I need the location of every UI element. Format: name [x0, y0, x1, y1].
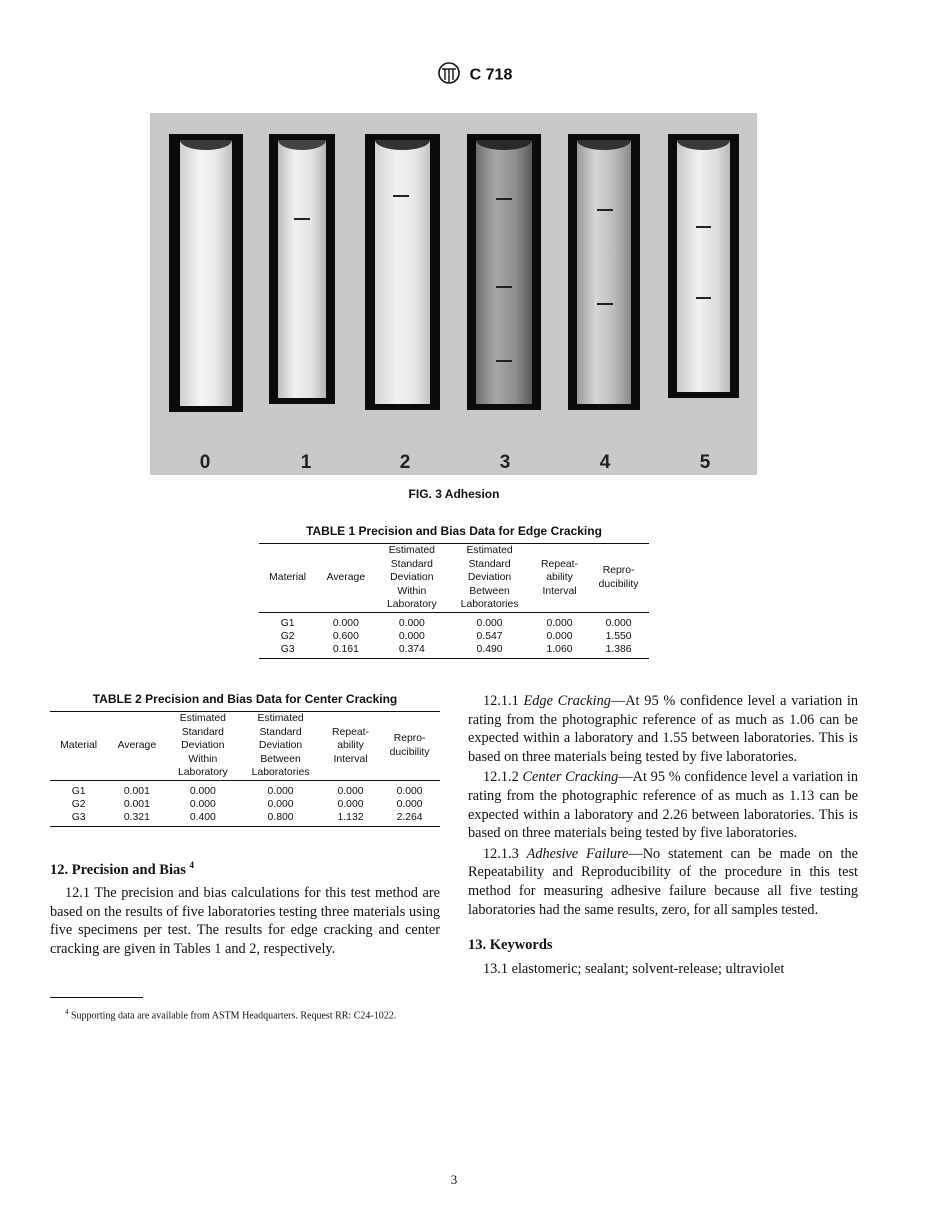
- column-header-line: Deviation: [181, 740, 225, 751]
- column-header-line: Deviation: [390, 572, 434, 583]
- keywords-paragraph: 13.1 elastomeric; sealant; solvent-release; ultraviolet: [483, 961, 785, 978]
- astm-logo-icon: [438, 62, 460, 89]
- page-number: 3: [450, 1172, 458, 1187]
- term: Center Cracking: [522, 769, 619, 786]
- table-cell: 0.000: [398, 617, 425, 629]
- table-header-row: [259, 544, 649, 613]
- column-header-line: Repeat-: [332, 726, 369, 738]
- paragraph-12-1: 12.1 The precision and bias calculations for this test method are based on the results of five laboratories testing three materials using five specimens per test. The results for edge cracking and center cracking are given in Tables 1 and 2, respectively.: [50, 885, 440, 957]
- section-title: 12. Precision and Bias: [50, 861, 186, 878]
- paragraph-12-1-2: [468, 768, 858, 842]
- table-cell: G3: [50, 811, 107, 827]
- section12-heading: [50, 860, 194, 879]
- footnote-text: Supporting data are available from ASTM Headquarters. Request RR: C24-1022.: [71, 1010, 397, 1022]
- specimen-2: [365, 134, 440, 410]
- column-header: [588, 544, 649, 613]
- specimen-label: 1: [300, 452, 312, 473]
- table-cell: 0.000: [337, 798, 364, 810]
- specimen-label: 2: [399, 452, 411, 473]
- table-row: [259, 643, 649, 659]
- specimen-4: [568, 134, 640, 410]
- column-header-line: Material: [60, 740, 98, 751]
- table1: [259, 543, 649, 659]
- table-row: [259, 630, 649, 643]
- column-header-line: Laboratories: [460, 599, 519, 610]
- column-header-line: Estimated: [466, 545, 513, 556]
- column-header: [531, 544, 588, 613]
- table-cell: 0.490: [448, 643, 531, 659]
- table-cell: G1: [280, 617, 295, 629]
- column-header-line: Interval: [333, 753, 368, 765]
- table2-block: [50, 692, 440, 827]
- specimen-label: 4: [599, 452, 611, 473]
- column-header: [316, 544, 375, 613]
- column-header-line: Deviation: [467, 572, 512, 583]
- column-header-line: Deviation: [258, 740, 303, 751]
- table-cell: 0.000: [546, 617, 573, 629]
- column-header: [107, 712, 166, 781]
- table-cell: 0.000: [267, 798, 294, 810]
- right-column: [468, 692, 858, 979]
- table-cell: 0.000: [396, 785, 423, 797]
- table-cell: 1.132: [322, 811, 379, 827]
- specimen-label: 0: [199, 452, 211, 473]
- column-header-line: Estimated: [179, 713, 226, 724]
- column-header: [50, 712, 107, 781]
- table2: [50, 711, 440, 827]
- document-designation: C 718: [469, 66, 513, 84]
- table1-caption: TABLE 1 Precision and Bias Data for Edge Cracking: [306, 524, 602, 538]
- column-header: [259, 544, 316, 613]
- table-cell: 0.321: [107, 811, 166, 827]
- column-header-line: Average: [117, 740, 157, 751]
- table-cell: 0.000: [189, 798, 216, 810]
- footnote-rule: [50, 997, 143, 998]
- table-cell: 0.000: [398, 630, 425, 642]
- table-row: [50, 798, 440, 811]
- table-cell: 0.000: [476, 617, 503, 629]
- specimen-5: [668, 134, 739, 398]
- table-cell: 0.400: [166, 811, 239, 827]
- table-cell: 0.000: [267, 785, 294, 797]
- table1-block: [259, 524, 649, 659]
- table-row: [259, 612, 649, 630]
- column-header: [375, 544, 448, 613]
- paragraph-number: 12.1.2: [483, 769, 519, 786]
- column-header-line: Estimated: [388, 545, 435, 556]
- paragraph-number: 12.1.1: [483, 693, 519, 709]
- table-row: [50, 780, 440, 798]
- column-header-line: Estimated: [257, 713, 304, 724]
- table-cell: 0.001: [123, 785, 150, 797]
- table-cell: 1.060: [531, 643, 588, 659]
- table-cell: 0.374: [375, 643, 448, 659]
- column-header-line: Repro-: [393, 733, 426, 745]
- column-header-line: ducibility: [389, 746, 430, 758]
- footnote-ref: 4: [189, 860, 195, 870]
- column-header: [166, 712, 239, 781]
- table-cell: G1: [71, 785, 86, 797]
- table-cell: 0.600: [332, 630, 359, 642]
- table-cell: 0.000: [337, 785, 364, 797]
- column-header-line: Interval: [542, 585, 577, 597]
- column-header-line: Standard: [181, 726, 224, 738]
- column-header-line: Between: [469, 585, 510, 597]
- column-header-line: Standard: [259, 726, 302, 738]
- term: Adhesive Failure: [526, 845, 629, 862]
- table-cell: 0.000: [546, 630, 573, 642]
- specimen-label: 3: [499, 452, 511, 473]
- adhesion-photo: [150, 113, 757, 475]
- specimen-0: [169, 134, 243, 412]
- footnote: [50, 1006, 440, 1022]
- table-cell: 0.000: [605, 617, 632, 629]
- paragraph-12-1-3: [468, 845, 858, 919]
- specimen-3: [467, 134, 541, 410]
- table-cell: 0.161: [316, 643, 375, 659]
- column-header: [379, 712, 440, 781]
- table-cell: 2.264: [379, 811, 440, 827]
- column-header-line: Repeat-: [541, 558, 578, 570]
- column-header-line: Laboratories: [251, 767, 310, 778]
- table-cell: 0.800: [239, 811, 322, 827]
- table-cell: 1.386: [588, 643, 649, 659]
- column-header-line: Standard: [390, 558, 433, 570]
- table-header-row: [50, 712, 440, 781]
- column-header-line: Repro-: [602, 565, 635, 577]
- specimen-1: [269, 134, 335, 404]
- column-header-line: Within: [397, 585, 427, 597]
- table-cell: 0.000: [396, 798, 423, 810]
- paragraph-text: —No statement can be made on the Repeatability and Reproducibility of the procedure in this test method for measuring adhesive failure because all five testing laboratories had the same results, zero, for all samples tested.: [468, 845, 859, 918]
- column-header: [239, 712, 322, 781]
- column-header-line: ducibility: [598, 578, 639, 590]
- column-header-line: Material: [269, 572, 307, 583]
- paragraph-text: —At 95 % confidence level a variation in rating from the photographic reference of as much as 1.06 can be expected within a laboratory and 1.55 between laboratories. This is based on three materials being tested by five laboratories.: [468, 693, 858, 765]
- term: Edge Cracking: [523, 693, 611, 709]
- footnote-marker: 4: [65, 1008, 69, 1016]
- figure-caption: FIG. 3 Adhesion: [408, 487, 500, 501]
- paragraph-text: —At 95 % confidence level a variation in rating from the photographic reference of as much as 1.13 can be expected within a laboratory and 2.26 between laboratories. This is based on three materials being tested by five laboratories.: [468, 769, 859, 842]
- table-cell: 0.547: [476, 630, 503, 642]
- column-header-line: Standard: [468, 558, 511, 570]
- table-cell: 1.550: [605, 630, 632, 642]
- table-cell: G3: [259, 643, 316, 659]
- section13-heading: 13. Keywords: [468, 937, 553, 954]
- table-cell: G2: [280, 630, 295, 642]
- column-header-line: Within: [188, 753, 218, 765]
- table-cell: 0.000: [189, 785, 216, 797]
- table-cell: 0.000: [332, 617, 359, 629]
- column-header: [448, 544, 531, 613]
- specimen-label: 5: [699, 452, 711, 473]
- column-header: [322, 712, 379, 781]
- column-header-line: Laboratory: [177, 767, 228, 778]
- column-header-line: ability: [546, 572, 573, 583]
- column-header-line: ability: [337, 740, 364, 751]
- table-cell: G2: [71, 798, 86, 810]
- paragraph-number: 12.1.3: [483, 845, 519, 862]
- column-header-line: Laboratory: [386, 599, 437, 610]
- column-header-line: Average: [326, 572, 366, 583]
- paragraph-12-1-1: [468, 692, 858, 766]
- table-cell: 0.001: [123, 798, 150, 810]
- column-header-line: Between: [260, 753, 301, 765]
- table-row: [50, 811, 440, 827]
- table2-caption: TABLE 2 Precision and Bias Data for Center Cracking: [92, 692, 398, 706]
- page-header: [0, 62, 950, 89]
